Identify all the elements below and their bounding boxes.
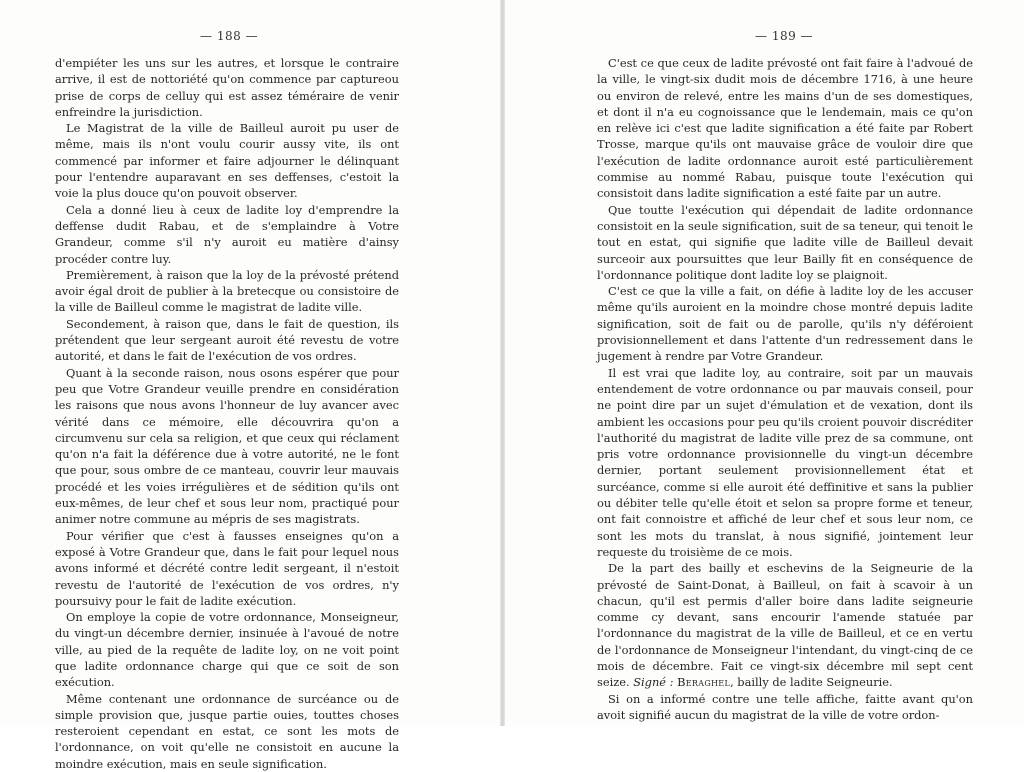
paragraph: d'empiéter les uns sur les autres, et lorsque le contraire arrive, il est de nottoriété qu'on commence par captureou prise de corps de celluy qui est assez téméraire de venir enfreindre la jurisdiction. xyxy=(55,56,399,119)
right-page xyxy=(505,0,1024,726)
proclamation-paragraph xyxy=(597,560,973,690)
proclamation-text: De la part des bailly et eschevins de la Seigneurie de la prévosté de Saint-Donat, à Bailleul, on fait à scavoir à un chacun, qu'il est permis d'aller boire dans ladite seigneurie comme cy devant, sans encourir l'amende statuée par l'ordonnance du magistrat de la ville de Bailleul, et ce en vertu de l'ordonnance de Monseigneur l'intendant, du vingt-cinq de ce mois de décembre. Fait ce vingt-six décembre mil sept cent seize. xyxy=(597,561,973,690)
left-page xyxy=(0,0,500,771)
paragraph: Premièrement, à raison que la loy de la prévosté prétend avoir égal droit de publier à la bretecque ou consistoire de la ville de Bailleul comme le magistrat de ladite ville. xyxy=(55,267,399,315)
paragraph: Que toutte l'exécution qui dépendait de ladite ordonnance consistoit en la seule signification, suit de sa teneur, qui tenoit le tout en estat, qui signifie que ladite ville de Bailleul devait surceoir aux poursuittes que leur Bailly fit en conséquence de l'ordonnance politique dont ladite loy se plaignoit. xyxy=(597,202,973,282)
paragraph: Il est vrai que ladite loy, au contraire, soit par un mauvais entendement de votre ordonnance ou par mauvais conseil, pour ne point dire par un sujet d'émulation et de vexation, dont ils ambient les occasions pour peu qu'ils croient pouvoir discréditer l'authorité du magistrat de ladite ville prez de sa commune, ont pris votre ordonnance provisionnelle du vingt-un décembre dernier, portant seulement provisionnellement état et surcéance, comme si elle auroit été deffinitive et sans la publier ou débiter telle qu'elle étoit et selon sa propre forme et teneur, ont fait connoistre et affiché de leur chef et sous leur nom, ce sont les mots du translat, à nous signifié, jointement leur requeste du troisième de ce mois. xyxy=(597,365,973,559)
paragraph: On employe la copie de votre ordonnance, Monseigneur, du vingt-un décembre dernier, insinuée à l'avoué de notre ville, au pied de la requête de ladite loy, on ne voit point que ladite ordonnance charge qui que ce soit de son exécution. xyxy=(55,610,399,690)
signature-name: Beraghel xyxy=(677,675,731,690)
signature-label: Signé : xyxy=(633,675,674,690)
paragraph: Si on a informé contre une telle affiche, faitte avant qu'on avoit signifié aucun du magistrat de la ville de votre ordon- xyxy=(597,691,973,722)
paragraph: Pour vérifier que c'est à fausses enseignes qu'on a exposé à Votre Grandeur que, dans le fait pour lequel nous avons informé et décrété contre ledit sergeant, il n'estoit revestu de l'autorité de l'exécution de vos ordres, n'y poursuivy pour le fait de ladite exécution. xyxy=(55,528,399,608)
paragraph: Cela a donné lieu à ceux de ladite loy d'emprendre la deffense dudit Rabau, et de s'emplaindre à Votre Grandeur, comme s'il n'y auroit eu matière d'ainsy procéder contre luy. xyxy=(55,202,399,266)
paragraph: Secondement, à raison que, dans le fait de question, ils prétendent que leur sergeant auroit été revestu de votre autorité, et dans le fait de l'exécution de vos ordres. xyxy=(55,316,399,364)
paragraph: Le Magistrat de la ville de Bailleul auroit pu user de même, mais ils n'ont voulu courir aussy vite, ils ont commencé par informer et faire adjourner le délinquant pour l'entendre auparavant en ses deffenses, c'estoit la voie la plus douce qu'on pouvoit observer. xyxy=(55,121,399,201)
page-number-right: — 189 — xyxy=(755,29,814,43)
left-page-body xyxy=(55,55,399,772)
page-number-left: — 188 — xyxy=(200,29,259,43)
paragraph: Quant à la seconde raison, nous osons espérer que pour peu que Votre Grandeur veuille prendre en considération les raisons que nous avons l'honneur de luy avancer avec vérité dans ce mémoire, elle découvrira qu'on a circumvenu sur cela sa religion, et que ceux qui réclament qu'on n'a fait la déférence due à votre autorité, ne le font que pour, sous ombre de ce manteau, couvrir leur mauvais procédé et les voies irrégulières et de sédition qu'ils ont eux-mêmes, de leur chef et sous leur nom, practiqué pour animer notre commune au mépris de ses magistrats. xyxy=(55,365,399,527)
signature-title: , bailly de ladite Seigneurie. xyxy=(730,675,893,690)
paragraph: C'est ce que la ville a fait, on défie à ladite loy de les accuser même qu'ils auroient en la moindre chose montré depuis ladite signification, soit de fait ou de parolle, qu'ils n'y déféroient provisionnellement et dans l'attente d'un redressement dans le jugement à rendre par Votre Grandeur. xyxy=(597,284,973,364)
paragraph: Même contenant une ordonnance de surcéance ou de simple provision que, jusque partie ouies, touttes choses resteroient cependant en estat, ce sont les mots de l'ordonnance, on voit qu'elle ne consistoit en aucune la moindre exécution, mais en seule signification. xyxy=(55,691,399,771)
paragraph: C'est ce que ceux de ladite prévosté ont fait faire à l'advoué de la ville, le vingt-six dudit mois de décembre 1716, à une heure ou environ de relevé, entre les mains d'un de ses domestiques, et dont il n'a eu cognoissance que le lendemain, mais ce qu'on en relève ici c'est que ladite signification a été faite par Robert Trosse, marque qu'ils ont mauvaise grâce de vouloir dire que l'exécution de ladite ordonnance auroit esté particulièrement commise au nommé Rabau, puisque toute l'exécution qui consistoit dans ladite signification a esté faite par un autre. xyxy=(597,56,973,201)
right-page-body xyxy=(597,55,973,723)
